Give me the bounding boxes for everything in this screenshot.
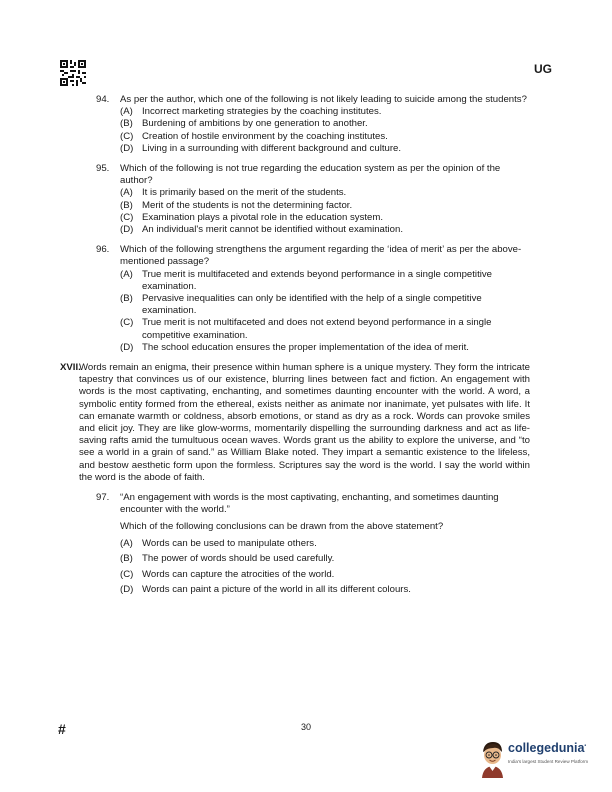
passage-xvii bbox=[60, 362, 530, 484]
option-text: Words can be used to manipulate others. bbox=[142, 537, 317, 549]
option-label: (C) bbox=[120, 317, 134, 329]
question-number: 96. bbox=[96, 244, 110, 256]
question-number: 95. bbox=[96, 163, 110, 175]
question-text: “An engagement with words is the most captivating, enchanting, and sometimes daunting encounter with the world.” bbox=[120, 492, 499, 516]
option-label: (D) bbox=[120, 341, 134, 353]
question-95 bbox=[60, 163, 530, 236]
question-94 bbox=[60, 94, 530, 155]
option-c bbox=[120, 317, 530, 341]
passage-text: Words remain an enigma, their presence within human sphere is a unique mystery. They form the intricate tapestry that convinces us of our existence, blurring lines between fact and fiction. An engagement with words is the most captivating, enchanting, and sometimes daunting encounter with the world. A word, a symbolic entity formed from the ethereal, exists neither as animate nor inanimate, yet pulsates with life. It can emanate warmth or coldness, absorb emotions, or stand as dry as a rock. Words can provoke smiles and elicit joy. They are like glow-worms, momentarily dispelling the surrounding darkness and act as life-saving rafts amid the tumultuous ocean waves. Words grant us the ability to explore the universe, and “to see a world in a grain of sand.” as William Blake noted. They impart a semantic existence to the lifeless, and bestow aesthetic form upon the formless. Scriptures say the word is the world. I say the world within the word is the abode of faith. bbox=[79, 362, 530, 483]
option-c bbox=[120, 131, 530, 143]
option-text: Burdening of ambitions by one generation to another. bbox=[142, 118, 368, 130]
option-label: (C) bbox=[120, 568, 134, 580]
option-text: True merit is multifaceted and extends beyond performance in a single competitive examination. bbox=[142, 268, 492, 292]
option-text: Words can capture the atrocities of the world. bbox=[142, 568, 335, 580]
option-text: Creation of hostile environment by the coaching institutes. bbox=[142, 130, 388, 142]
option-label: (C) bbox=[120, 211, 134, 223]
brand-logo bbox=[478, 738, 604, 778]
qr-code-icon bbox=[60, 60, 86, 86]
option-label: (D) bbox=[120, 224, 134, 236]
brand-name-text: collegedunia bbox=[508, 741, 585, 755]
brand-name bbox=[508, 741, 586, 755]
option-label: (A) bbox=[120, 537, 133, 549]
option-label: (D) bbox=[120, 142, 134, 154]
option-text: True merit is not multifaceted and does not extend beyond performance in a single competitive examination. bbox=[142, 317, 492, 341]
option-label: (B) bbox=[120, 293, 133, 305]
option-text: The school education ensures the proper implementation of the idea of merit. bbox=[142, 341, 469, 353]
option-text: An individual's merit cannot be identified without examination. bbox=[142, 224, 404, 236]
option-text: Merit of the students is not the determining factor. bbox=[142, 199, 353, 211]
option-text: Pervasive inequalities can only be identified with the help of a single competitive examination. bbox=[142, 293, 482, 317]
option-d bbox=[120, 143, 530, 155]
option-text: The power of words should be used carefully. bbox=[142, 553, 335, 565]
option-b bbox=[120, 118, 530, 130]
footer-hash: # bbox=[58, 721, 66, 737]
option-a bbox=[120, 187, 530, 199]
option-d bbox=[120, 224, 530, 236]
option-b bbox=[120, 553, 530, 565]
option-c bbox=[120, 212, 530, 224]
passage-number: XVII. bbox=[60, 362, 81, 374]
question-96 bbox=[60, 244, 530, 354]
page-content bbox=[60, 94, 530, 605]
option-d bbox=[120, 342, 530, 354]
question-subtext: Which of the following conclusions can be drawn from the above statement? bbox=[120, 520, 444, 532]
paper-code: UG bbox=[534, 62, 552, 76]
option-label: (A) bbox=[120, 106, 133, 118]
question-number: 94. bbox=[96, 94, 110, 105]
option-text: Living in a surrounding with different background and culture. bbox=[142, 142, 402, 154]
option-a bbox=[120, 269, 530, 293]
option-a bbox=[120, 538, 530, 550]
option-label: (A) bbox=[120, 268, 133, 280]
option-c bbox=[120, 569, 530, 581]
option-label: (D) bbox=[120, 584, 134, 596]
question-97 bbox=[60, 492, 530, 597]
option-label: (A) bbox=[120, 187, 133, 199]
student-avatar-icon bbox=[478, 738, 506, 778]
brand-tagline: India's largest Student Review Platform bbox=[508, 759, 589, 764]
option-text: Incorrect marketing strategies by the coaching institutes. bbox=[142, 106, 382, 118]
option-text: It is primarily based on the merit of the students. bbox=[142, 187, 347, 199]
question-text: Which of the following is not true regarding the education system as per the opinion of the author? bbox=[120, 163, 501, 187]
option-b bbox=[120, 293, 530, 317]
question-number: 97. bbox=[96, 492, 110, 504]
option-text: Words can paint a picture of the world in all its different colours. bbox=[142, 584, 411, 596]
page-number: 30 bbox=[300, 722, 311, 732]
question-text: Which of the following strengthens the argument regarding the ‘idea of merit’ as per the above-mentioned passage? bbox=[120, 244, 522, 268]
option-b bbox=[120, 200, 530, 212]
option-label: (B) bbox=[120, 199, 133, 211]
option-label: (B) bbox=[120, 553, 133, 565]
question-text: As per the author, which one of the following is not likely leading to suicide among the students? bbox=[120, 94, 527, 105]
option-text: Examination plays a pivotal role in the education system. bbox=[142, 211, 384, 223]
option-a bbox=[120, 106, 530, 118]
option-label: (B) bbox=[120, 118, 133, 130]
brand-name-suffix: • bbox=[584, 742, 587, 749]
option-d bbox=[120, 584, 530, 596]
option-label: (C) bbox=[120, 130, 134, 142]
